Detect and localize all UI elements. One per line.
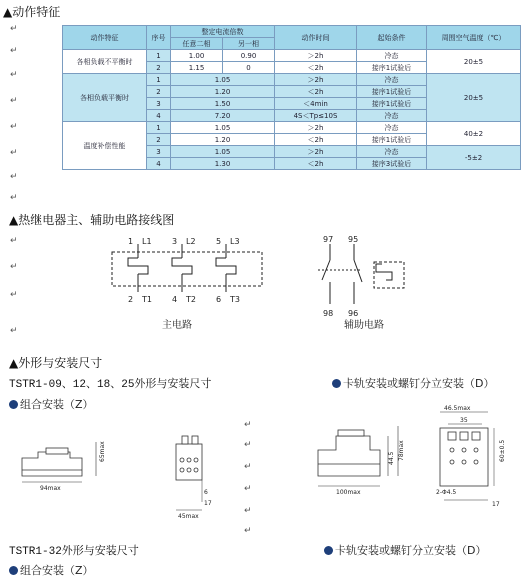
- aux-circuit-caption: 辅助电路: [344, 320, 384, 331]
- return-mark: ↵: [10, 96, 18, 106]
- return-mark: ↵: [244, 462, 252, 472]
- terminal-label: 1: [128, 237, 134, 246]
- dim-label: 65max: [99, 441, 106, 462]
- cell-ambient: 40±2: [427, 122, 521, 146]
- terminal-label: T3: [230, 295, 240, 304]
- rail-mount-label: 卡轨安装或螺钉分立安装（D）: [332, 375, 494, 391]
- combo-mount-label: 组合安装（Z）: [9, 396, 94, 412]
- dim-label: 35: [460, 417, 468, 424]
- return-mark: ↵: [10, 193, 18, 203]
- return-mark: ↵: [244, 506, 252, 516]
- cell-ambient: 20±5: [427, 74, 521, 122]
- cell-ambient: 20±5: [427, 50, 521, 74]
- cell-seq: 2: [147, 134, 171, 146]
- cell-seq: 4: [147, 158, 171, 170]
- cell-seq: 3: [147, 146, 171, 158]
- cell-seq: 2: [147, 62, 171, 74]
- rail-side-drawing: [314, 420, 404, 500]
- terminal-label: 98: [323, 309, 334, 318]
- bullet-icon: [332, 379, 341, 388]
- group-name: 温度补偿性能: [63, 122, 147, 170]
- action-section-title: ▲动作特征: [3, 5, 61, 19]
- return-mark: ↵: [10, 148, 18, 158]
- bullet-icon: [9, 566, 18, 575]
- cell-multiple-b: 0: [223, 62, 275, 74]
- terminal-label: 96: [348, 309, 359, 318]
- return-mark: ↵: [10, 46, 18, 56]
- dim-label: 17: [204, 500, 212, 507]
- dim-label: 78max: [398, 440, 405, 461]
- cell-seq: 3: [147, 98, 171, 110]
- cell-start: 接序3试验后: [357, 158, 427, 170]
- wiring-section-title: ▲热继电器主、辅助电路接线图: [9, 213, 175, 227]
- cell-start: 接序1试验后: [357, 134, 427, 146]
- terminal-label: 4: [172, 295, 178, 304]
- cell-seq: 1: [147, 74, 171, 86]
- return-mark: ↵: [244, 440, 252, 450]
- cell-multiple: 7.20: [171, 110, 275, 122]
- cell-multiple-a: 1.15: [171, 62, 223, 74]
- cell-time: ＜4min: [275, 98, 357, 110]
- dim-label: 100max: [336, 489, 361, 496]
- return-mark: ↵: [10, 24, 18, 34]
- cell-multiple-b: 0.90: [223, 50, 275, 62]
- group-name: 各相负载平衡时: [63, 74, 147, 122]
- return-mark: ↵: [10, 290, 18, 300]
- terminal-label: L3: [230, 237, 240, 246]
- cell-multiple: 1.05: [171, 74, 275, 86]
- cell-time: 4S＜Tp≤10S: [275, 110, 357, 122]
- cell-ambient: -5±2: [427, 146, 521, 170]
- terminal-label: L2: [186, 237, 196, 246]
- side-view-drawing: [16, 430, 116, 495]
- combo-mount-label-2: 组合安装（Z）: [9, 562, 94, 578]
- cell-multiple: 1.50: [171, 98, 275, 110]
- cell-time: ＞2h: [275, 50, 357, 62]
- cell-start: 冷态: [357, 122, 427, 134]
- dim-label: 2-Φ4.5: [436, 489, 457, 496]
- terminal-label: T2: [186, 295, 196, 304]
- dim-label: 45max: [178, 513, 199, 520]
- header-other-one: 另一相: [223, 38, 275, 50]
- header-seq: 序号: [147, 26, 171, 50]
- terminal-label: 97: [323, 235, 334, 244]
- return-mark: ↵: [244, 420, 252, 430]
- cell-multiple: 1.20: [171, 134, 275, 146]
- return-mark: ↵: [10, 70, 18, 80]
- dim-label: 46.5max: [444, 405, 471, 412]
- cell-start: 冷态: [357, 110, 427, 122]
- return-mark: ↵: [10, 172, 18, 182]
- header-ambient: 周围空气温度（℃）: [427, 26, 521, 50]
- dim-label: 6: [204, 489, 208, 496]
- return-mark: ↵: [244, 526, 252, 536]
- cell-time: ＞2h: [275, 74, 357, 86]
- return-mark: ↵: [10, 326, 18, 336]
- terminal-label: 6: [216, 295, 222, 304]
- action-characteristics-table: [62, 25, 521, 170]
- return-mark: ↵: [10, 122, 18, 132]
- cell-start: 冷态: [357, 146, 427, 158]
- rail-mount-label-2: 卡轨安装或螺钉分立安装（D）: [324, 542, 486, 558]
- terminal-label: 3: [172, 237, 178, 246]
- cell-multiple: 1.20: [171, 86, 275, 98]
- dim-label: 94max: [40, 485, 61, 492]
- cell-time: ＜2h: [275, 134, 357, 146]
- cell-multiple: 1.05: [171, 122, 275, 134]
- rail-front-drawing: [432, 400, 522, 510]
- main-circuit-diagram: [100, 230, 280, 340]
- cell-seq: 4: [147, 110, 171, 122]
- cell-seq: 2: [147, 86, 171, 98]
- cell-seq: 1: [147, 50, 171, 62]
- bullet-icon: [324, 546, 333, 555]
- return-mark: ↵: [244, 484, 252, 494]
- cell-time: ＞2h: [275, 146, 357, 158]
- main-circuit-caption: 主电路: [162, 320, 192, 331]
- cell-start: 接序1试验后: [357, 86, 427, 98]
- tstr1-09-title: TSTR1-09、12、18、25外形与安装尺寸: [9, 379, 212, 391]
- cell-start: 接序1试验后: [357, 98, 427, 110]
- header-time: 动作时间: [275, 26, 357, 50]
- cell-multiple: 1.30: [171, 158, 275, 170]
- header-multiple: 整定电流倍数: [171, 26, 275, 38]
- cell-multiple: 1.05: [171, 146, 275, 158]
- cell-start: 冷态: [357, 74, 427, 86]
- cell-time: ＞2h: [275, 122, 357, 134]
- return-mark: ↵: [10, 262, 18, 272]
- aux-circuit-diagram: [308, 230, 428, 340]
- bullet-icon: [9, 400, 18, 409]
- dim-label: 60±0.5: [499, 439, 506, 462]
- group-name: 各相负载不平衡时: [63, 50, 147, 74]
- cell-time: ＜2h: [275, 62, 357, 74]
- terminal-label: T1: [142, 295, 152, 304]
- header-any-two: 任意二相: [171, 38, 223, 50]
- terminal-label: 95: [348, 235, 359, 244]
- header-start: 起始条件: [357, 26, 427, 50]
- dim-label: 17: [492, 501, 500, 508]
- cell-start: 接序1试验后: [357, 62, 427, 74]
- dims-section-title: ▲外形与安装尺寸: [9, 356, 103, 370]
- cell-start: 冷态: [357, 50, 427, 62]
- header-feature: 动作特征: [63, 26, 147, 50]
- cell-multiple-a: 1.00: [171, 50, 223, 62]
- terminal-label: 2: [128, 295, 134, 304]
- tstr1-32-title: TSTR1-32外形与安装尺寸: [9, 546, 139, 558]
- cell-seq: 1: [147, 122, 171, 134]
- cell-time: ＜2h: [275, 86, 357, 98]
- dim-label: 44.5: [388, 451, 395, 465]
- terminal-label: L1: [142, 237, 152, 246]
- return-mark: ↵: [10, 236, 18, 246]
- front-view-drawing: [168, 430, 228, 520]
- cell-time: ＜2h: [275, 158, 357, 170]
- terminal-label: 5: [216, 237, 222, 246]
